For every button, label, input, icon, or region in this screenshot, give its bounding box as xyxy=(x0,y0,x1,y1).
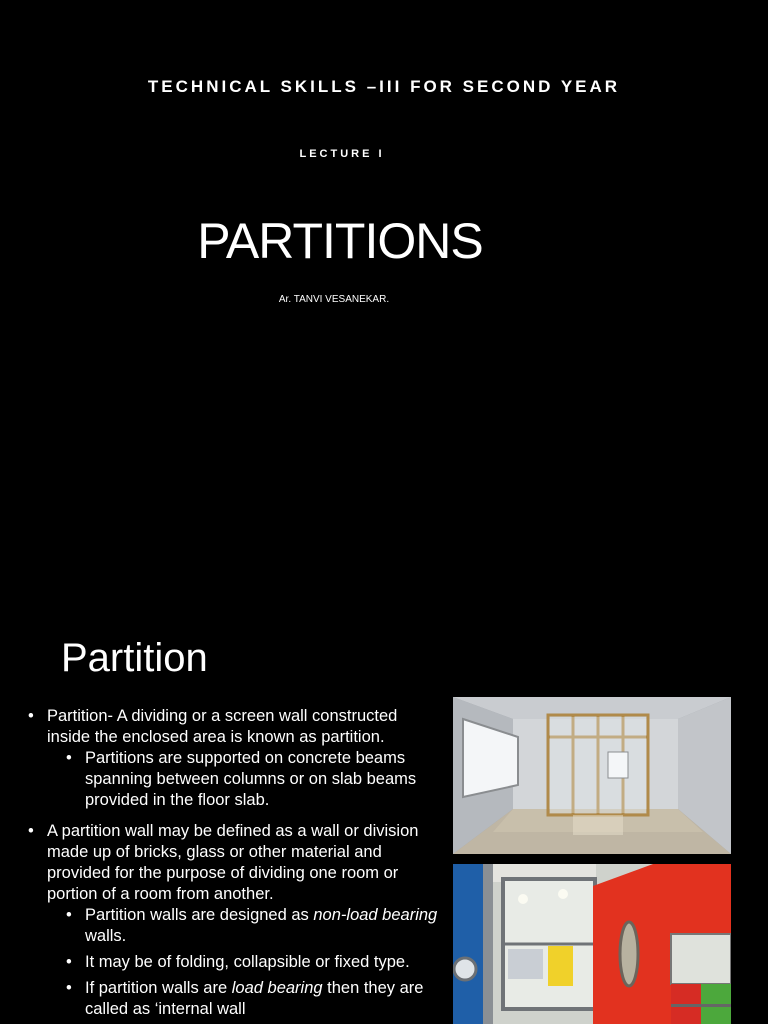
sub-bullet-text: It may be of folding, collapsible or fixed type. xyxy=(85,953,410,971)
slide-title: PARTITIONS xyxy=(197,213,483,269)
bullet-content xyxy=(28,706,443,1020)
sub-bullet-item xyxy=(47,952,443,973)
colored-panels-illustration xyxy=(453,864,731,1024)
bullet-marker: • xyxy=(66,953,72,971)
room-illustration xyxy=(453,697,731,854)
bullet-text: Partition- A dividing or a screen wall constructed inside the enclosed area is known as partition. xyxy=(47,707,398,746)
bullet-marker: • xyxy=(66,749,72,767)
sub-bullet-text: walls. xyxy=(85,927,127,945)
sub-bullet-text: If partition walls are xyxy=(85,979,232,997)
bullet-marker: • xyxy=(66,979,72,997)
emphasis-text: load bearing xyxy=(231,979,323,997)
glass-partition-room-photo xyxy=(453,697,731,854)
sub-bullet-item xyxy=(47,748,443,811)
sub-bullet-item xyxy=(47,978,443,1020)
content-slide xyxy=(0,600,768,1024)
sub-bullet-text: then they are called as ‘internal wall xyxy=(85,979,424,1018)
bullet-marker: • xyxy=(66,906,72,924)
lecture-label: LECTURE I xyxy=(299,148,385,160)
slide-heading: Partition xyxy=(61,636,208,680)
sub-bullet-text: Partition walls are designed as xyxy=(85,906,314,924)
bullet-item xyxy=(28,706,443,811)
bullet-item xyxy=(28,821,443,1020)
sub-bullet-text: Partitions are supported on concrete beams spanning between columns or on slab beams provided in the floor slab. xyxy=(85,749,417,809)
course-subtitle: TECHNICAL SKILLS –III FOR SECOND YEAR xyxy=(147,77,621,96)
colored-partition-photo xyxy=(453,864,731,1024)
emphasis-text: non-load bearing xyxy=(313,906,438,924)
bullet-marker: • xyxy=(28,822,34,840)
bullet-text: A partition wall may be defined as a wall or division made up of bricks, glass or other material and provided for the purpose of dividing one room or portion of a room from another. xyxy=(47,822,419,903)
bullet-marker: • xyxy=(28,707,34,725)
author-name: Ar. TANVI VESANEKAR. xyxy=(278,294,390,305)
sub-bullet-item xyxy=(47,905,443,947)
